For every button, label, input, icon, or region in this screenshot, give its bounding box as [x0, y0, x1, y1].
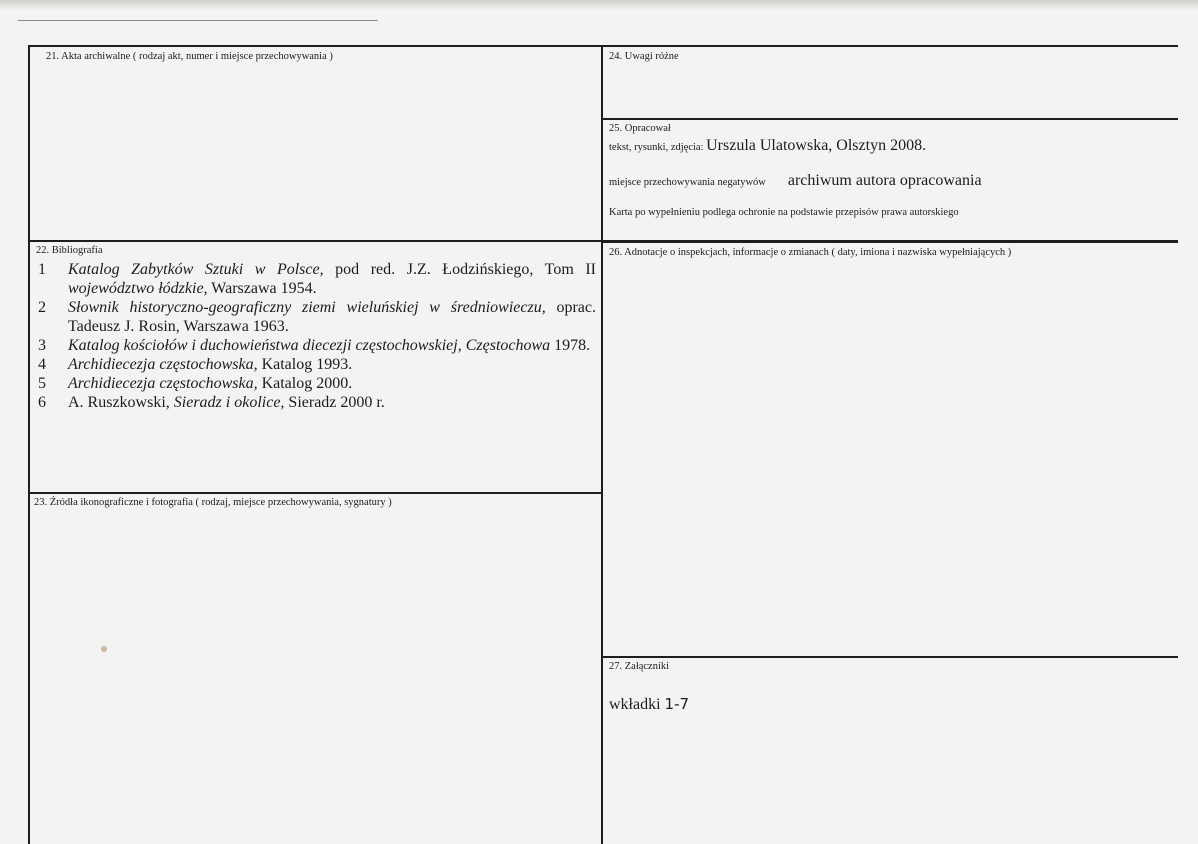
negatives-line — [609, 171, 982, 193]
bibliography-item: 5 Archidiecezja częstochowska, Katalog 2000. — [38, 375, 353, 392]
author-line — [609, 136, 926, 158]
bibliography-list — [38, 260, 596, 412]
section-27-label: 27. Załączniki — [609, 661, 670, 672]
divider-25-26 — [602, 240, 1178, 243]
author-prefix: tekst, rysunki, zdjęcia: — [609, 142, 707, 153]
attachments-handwritten: 1-7 — [664, 695, 690, 713]
section-24-label: 24. Uwagi różne — [609, 51, 679, 62]
divider-24-25 — [602, 118, 1178, 120]
divider-26-27 — [602, 656, 1178, 658]
negatives-value: archiwum autora opracowania — [787, 172, 982, 189]
section-26-label: 26. Adnotacje o inspekcjach, informacje o zmianach ( daty, imiona i nazwiska wypełniających ) — [609, 247, 1012, 258]
section-22-label: 22. Bibliografia — [36, 245, 103, 256]
section-25-label: 25. Opracował — [609, 123, 671, 134]
left-border — [28, 45, 30, 844]
bibliography-item: 6 A. Ruszkowski, Sieradz i okolice, Sieradz 2000 r. — [38, 394, 385, 411]
bibliography-item: 3 Katalog kościołów i duchowieństwa diecezji częstochowskiej, Częstochowa 1978. — [38, 337, 591, 354]
section-21-label: 21. Akta archiwalne ( rodzaj akt, numer i miejsce przechowywania ) — [46, 51, 333, 62]
bibliography-item: 1 Katalog Zabytków Sztuki w Polsce, pod red. J.Z. Łodzińskiego, Tom II województwo łódzkie, Warszawa 1954. — [38, 261, 596, 297]
divider-21-22 — [28, 240, 602, 242]
copyright-note: Karta po wypełnieniu podlega ochronie na podstawie przepisów prawa autorskiego — [609, 207, 959, 218]
center-divider — [601, 45, 603, 844]
scan-edge-shadow — [0, 0, 1198, 10]
top-rule — [18, 20, 378, 21]
attachments-value — [609, 694, 689, 717]
divider-22-23 — [28, 492, 602, 494]
top-border — [28, 45, 1178, 47]
bibliography-item: 2 Słownik historyczno-geograficzny ziemi wieluńskiej w średniowieczu, oprac. Tadeusz J. Rosin, Warszawa 1963. — [38, 299, 597, 335]
section-23-label: 23. Źródła ikonograficzne i fotografia ( rodzaj, miejsce przechowywania, sygnatury ) — [34, 497, 392, 508]
negatives-prefix: miejsce przechowywania negatywów — [609, 177, 766, 188]
attachments-prefix: wkładki — [609, 696, 665, 713]
bibliography-item: 4 Archidiecezja częstochowska, Katalog 1993. — [38, 356, 353, 373]
paper-speck — [101, 646, 107, 652]
author-value: Urszula Ulatowska, Olsztyn 2008. — [706, 137, 927, 154]
